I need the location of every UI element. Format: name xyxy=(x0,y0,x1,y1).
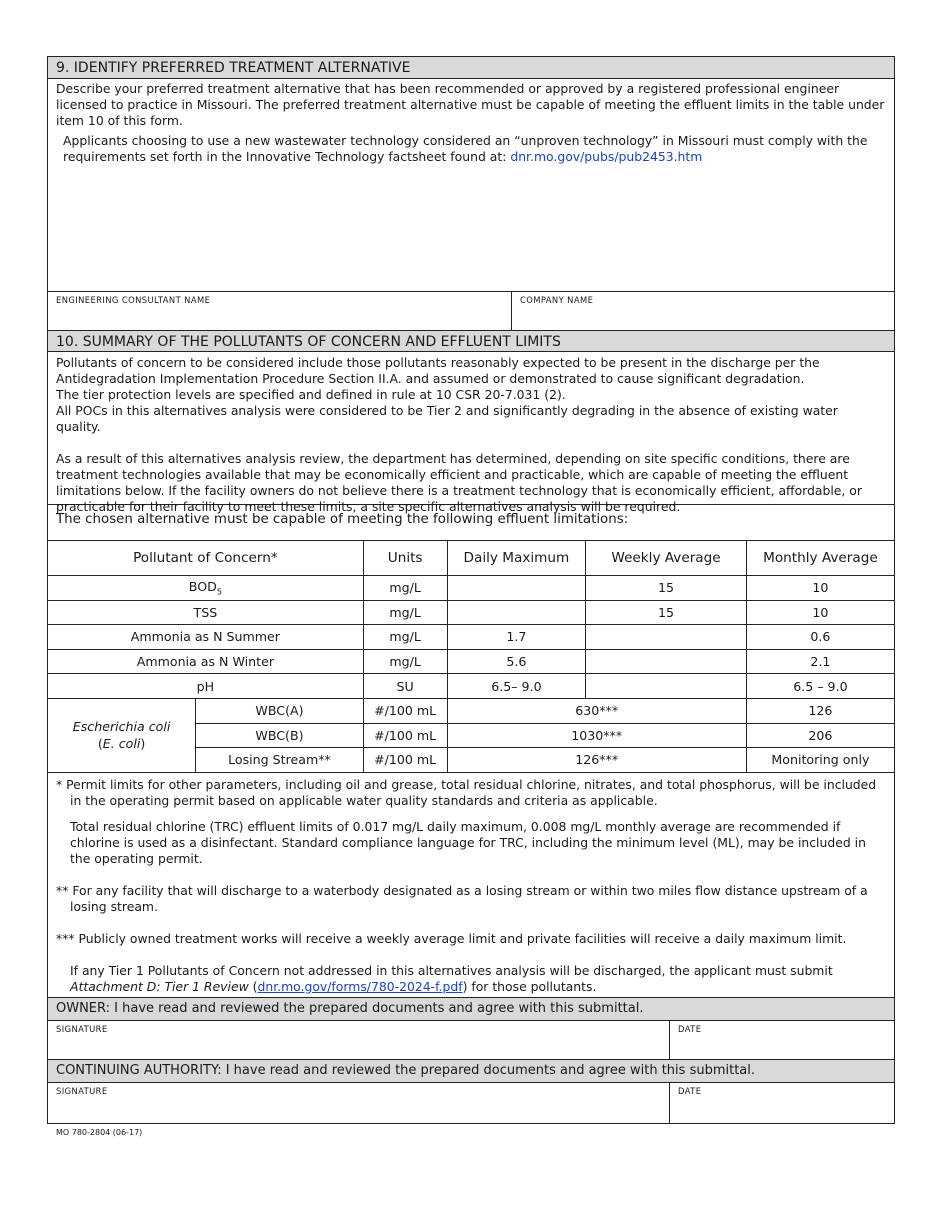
engineering-consultant-field[interactable] xyxy=(48,292,512,330)
continuing-signature-field[interactable] xyxy=(48,1083,670,1123)
innovative-tech-link[interactable]: dnr.mo.gov/pubs/pub2453.htm xyxy=(510,149,703,164)
tier1-note xyxy=(56,963,886,995)
table-row-ammonia-summer xyxy=(48,625,894,650)
ammonia-summer-weekly xyxy=(586,625,747,650)
ph-name: pH xyxy=(48,674,363,699)
form-container xyxy=(47,56,895,1124)
owner-signature-field[interactable] xyxy=(48,1021,670,1059)
ecoli-limit-losing: 126*** xyxy=(447,748,746,773)
table-row-ph xyxy=(48,674,894,699)
header-daily-max: Daily Maximum xyxy=(447,541,586,576)
owner-statement: OWNER: I have read and reviewed the prepared documents and agree with this submittal. xyxy=(48,997,894,1021)
section-10-body xyxy=(48,352,894,514)
tss-weekly: 15 xyxy=(586,600,747,625)
section-10-para1: Pollutants of concern to be considered include those pollutants reasonably expected to be present in the discharge per the Antidegradation Implementation Procedure Section II.A. and assumed or demonstrated to cause significant degradation. xyxy=(56,355,820,386)
tss-monthly: 10 xyxy=(746,600,894,625)
ecoli-sub-wbca: WBC(A) xyxy=(196,698,364,723)
continuing-date-label: DATE xyxy=(678,1085,702,1096)
section-10-para3: All POCs in this alternatives analysis were considered to be Tier 2 and significantly degrading in the absence of existing water quality. xyxy=(56,403,838,434)
ecoli-units-wbca: #/100 mL xyxy=(363,698,447,723)
form-number: MO 780-2804 (06-17) xyxy=(56,1128,143,1137)
ph-units: SU xyxy=(363,674,447,699)
section-10-para4: As a result of this alternatives analysis review, the department has determined, depending on site specific conditions, there are treatment technologies available that may be economically efficient and practicable, which are capable of meeting the effluent limitations below. If the facility owners do not believe there is a treatment technology that is economically efficient, affordable, or practicable for their facility to meet these limits, a site specific alternatives analysis will be required. xyxy=(56,451,862,514)
tier1-open-paren: ( xyxy=(252,978,258,994)
continuing-date-field[interactable] xyxy=(670,1083,894,1123)
ecoli-sub-wbcb: WBC(B) xyxy=(196,723,364,748)
footnotes xyxy=(48,773,894,997)
ecoli-units-losing: #/100 mL xyxy=(363,748,447,773)
header-weekly-avg: Weekly Average xyxy=(586,541,747,576)
footnote-trc: Total residual chlorine (TRC) effluent limits of 0.017 mg/L daily maximum, 0.008 mg/L monthly average are recommended if chlorine is used as a disinfectant. Standard compliance language for TRC, including the minimum level (ML), may be included in the operating permit. xyxy=(70,818,866,866)
bod-subscript: 5 xyxy=(216,587,222,597)
ecoli-units-wbcb: #/100 mL xyxy=(363,723,447,748)
ammonia-winter-units: mg/L xyxy=(363,649,447,674)
unproven-tech-note-text: Applicants choosing to use a new wastewater technology considered an “unproven technology” in Missouri must comply with the requirements set forth in the Innovative Technology factsheet found at: xyxy=(63,133,868,164)
ecoli-limit-wbca: 630*** xyxy=(447,698,746,723)
ecoli-name-line1: Escherichia coli xyxy=(72,719,171,735)
tss-daily xyxy=(447,600,586,625)
ecoli-close-paren: ) xyxy=(140,736,146,752)
ph-monthly: 6.5 – 9.0 xyxy=(746,674,894,699)
ecoli-open-paren: ( xyxy=(97,736,103,752)
owner-signature-label: SIGNATURE xyxy=(56,1023,108,1034)
engineering-consultant-label: ENGINEERING CONSULTANT NAME xyxy=(56,295,211,305)
ecoli-monthly-wbcb: 206 xyxy=(746,723,894,748)
tier1-note-text: If any Tier 1 Pollutants of Concern not addressed in this alternatives analysis will be discharged, the applicant must submit xyxy=(70,962,833,978)
footnote-double-star: ** For any facility that will discharge to a waterbody designated as a losing stream or within two miles flow distance upstream of a losing stream. xyxy=(56,882,868,914)
ammonia-winter-weekly xyxy=(586,649,747,674)
tss-name: TSS xyxy=(48,600,363,625)
bod-monthly: 10 xyxy=(746,576,894,601)
ammonia-winter-name: Ammonia as N Winter xyxy=(48,649,363,674)
footnote-single-star: * Permit limits for other parameters, including oil and grease, total residual chlorine, nitrates, and total phosphorus, will be included in the operating permit based on applicable water quality standards and criteria as applicable. xyxy=(56,776,877,808)
owner-date-field[interactable] xyxy=(670,1021,894,1059)
owner-date-label: DATE xyxy=(678,1023,702,1034)
ammonia-summer-monthly: 0.6 xyxy=(746,625,894,650)
bod-daily xyxy=(447,576,586,601)
ecoli-monthly-losing: Monitoring only xyxy=(746,748,894,773)
footnote-triple-star: *** Publicly owned treatment works will receive a weekly average limit and private facilities will receive a daily maximum limit. xyxy=(56,930,847,946)
company-name-label: COMPANY NAME xyxy=(520,295,594,305)
bod-weekly: 15 xyxy=(586,576,747,601)
table-row-tss xyxy=(48,600,894,625)
section-9-body xyxy=(48,79,894,291)
tier1-form-link[interactable]: dnr.mo.gov/forms/780-2024-f.pdf xyxy=(257,978,463,994)
header-units: Units xyxy=(363,541,447,576)
ph-weekly xyxy=(586,674,747,699)
ecoli-name-line2 xyxy=(48,735,195,752)
ammonia-summer-name: Ammonia as N Summer xyxy=(48,625,363,650)
ecoli-abbrev: E. coli xyxy=(102,736,141,752)
unproven-tech-note xyxy=(56,133,886,165)
table-row-bod xyxy=(48,576,894,601)
ammonia-winter-monthly: 2.1 xyxy=(746,649,894,674)
table-row-ecoli-wbca xyxy=(48,698,894,723)
continuing-authority-statement: CONTINUING AUTHORITY: I have read and reviewed the prepared documents and agree with this submittal. xyxy=(48,1059,894,1083)
section-10-para2: The tier protection levels are specified and defined in rule at 10 CSR 20-7.031 (2). xyxy=(56,387,566,402)
tier1-attachment-name: Attachment D: Tier 1 Review xyxy=(70,978,249,994)
consultant-row xyxy=(48,291,894,330)
ph-daily: 6.5– 9.0 xyxy=(447,674,586,699)
ecoli-monthly-wbca: 126 xyxy=(746,698,894,723)
table-row-ammonia-winter xyxy=(48,649,894,674)
header-monthly-avg: Monthly Average xyxy=(746,541,894,576)
section-10-header: 10. SUMMARY OF THE POLLUTANTS OF CONCERN AND EFFLUENT LIMITS xyxy=(48,330,894,352)
ammonia-summer-units: mg/L xyxy=(363,625,447,650)
ammonia-winter-daily: 5.6 xyxy=(447,649,586,674)
continuing-signature-label: SIGNATURE xyxy=(56,1085,108,1096)
owner-signature-row xyxy=(48,1021,894,1059)
effluent-limits-table xyxy=(48,540,894,773)
ecoli-sub-losing: Losing Stream** xyxy=(196,748,364,773)
chosen-alternative-text: The chosen alternative must be capable of meeting the following effluent limitations: xyxy=(48,504,894,540)
company-name-field[interactable] xyxy=(512,292,894,330)
ammonia-summer-daily: 1.7 xyxy=(447,625,586,650)
tier1-close: ) for those pollutants. xyxy=(462,978,597,994)
ecoli-limit-wbcb: 1030*** xyxy=(447,723,746,748)
bod-label: BOD xyxy=(188,579,217,595)
header-pollutant: Pollutant of Concern* xyxy=(48,541,363,576)
section-9-description: Describe your preferred treatment alternative that has been recommended or approved by a registered professional engineer licensed to practice in Missouri. The preferred treatment alternative must be capable of meeting the effluent limits in the table under item 10 of this form. xyxy=(56,81,885,128)
bod-name xyxy=(48,576,363,601)
section-9-header: 9. IDENTIFY PREFERRED TREATMENT ALTERNATIVE xyxy=(48,57,894,79)
ecoli-name xyxy=(48,698,196,772)
table-header-row xyxy=(48,541,894,576)
tss-units: mg/L xyxy=(363,600,447,625)
bod-units: mg/L xyxy=(363,576,447,601)
continuing-signature-row xyxy=(48,1083,894,1123)
